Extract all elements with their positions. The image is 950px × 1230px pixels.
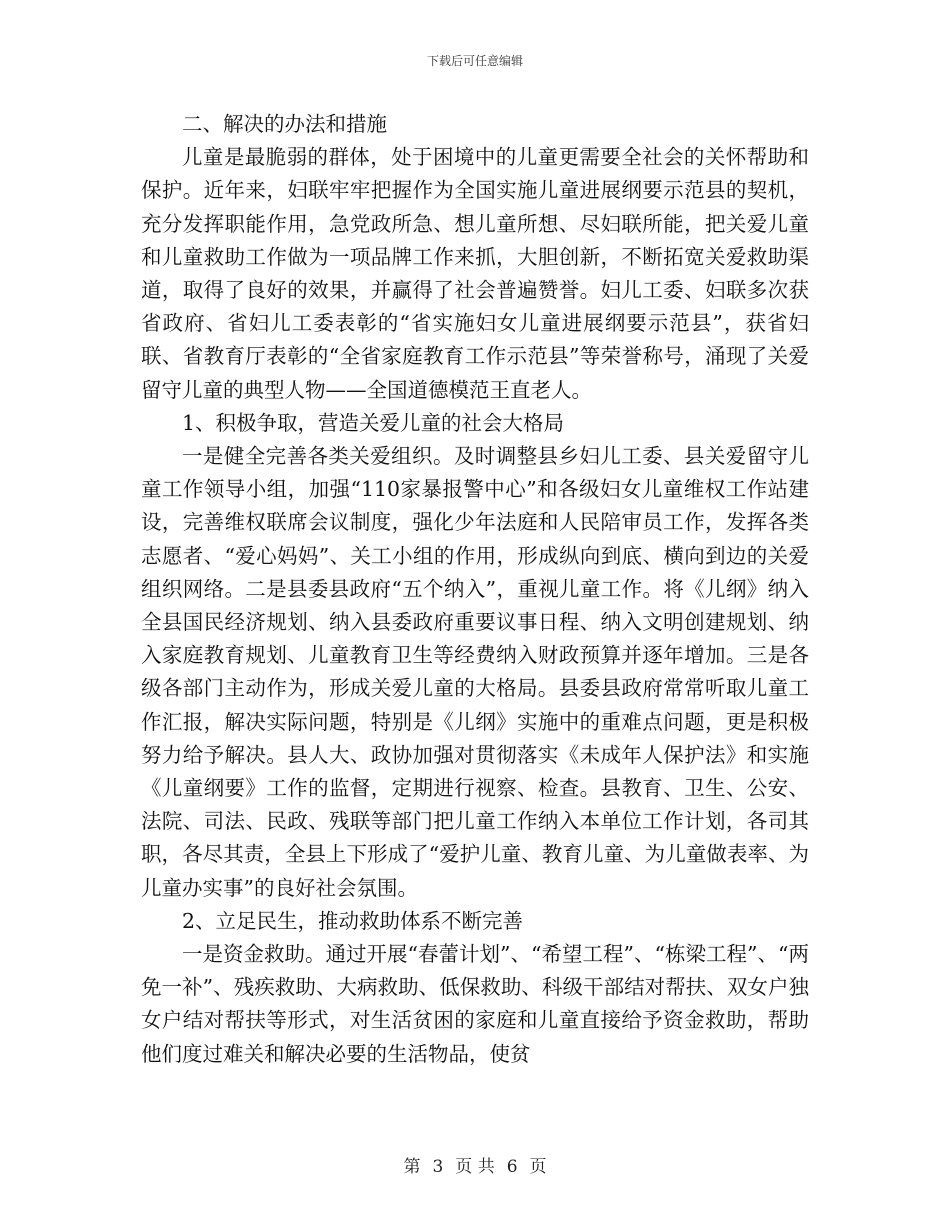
page-footer-middle: 页 共 — [455, 1157, 495, 1177]
page-number-current: 3 — [432, 1157, 444, 1177]
page-footer — [0, 1152, 950, 1177]
document-body — [141, 108, 809, 1071]
body-paragraph: 一是健全完善各类关爱组织。及时调整县乡妇儿工委、县关爱留守儿童工作领导小组，加强“110家暴报警中心”和各级妇女儿童维权工作站建设，完善维权联席会议制度，强化少年法庭和人民陪审员工作，发挥各类志愿者、“爱心妈妈”、关工小组的作用，形成纵向到底、横向到边的关爱组织网络。二是县委县政府“五个纳入”，重视儿童工作。将《儿纲》纳入全县国民经济规划、纳入县委政府重要议事日程、纳入文明创建规划、纳入家庭教育规划、儿童教育卫生等经费纳入财政预算并逐年增加。三是各级各部门主动作为，形成关爱儿童的大格局。县委县政府常常听取儿童工作汇报，解决实际问题，特别是《儿纲》实施中的重难点问题，更是积极努力给予解决。县人大、政协加强对贯彻落实《未成年人保护法》和实施《儿童纲要》工作的监督，定期进行视察、检查。县教育、卫生、公安、法院、司法、民政、残联等部门把儿童工作纳入本单位工作计划，各司其职，各尽其责，全县上下形成了“爱护儿童、教育儿童、为儿童做表率、为儿童办实事”的良好社会氛围。 — [141, 444, 809, 900]
page-number-total: 6 — [506, 1157, 518, 1177]
subsection-heading: 1、积极争取，营造关爱儿童的社会大格局 — [182, 410, 565, 435]
page-footer-prefix: 第 — [403, 1157, 421, 1177]
page-header-note: 下载后可任意编辑 — [426, 54, 523, 68]
section-heading: 二、解决的办法和措施 — [182, 112, 387, 136]
body-paragraph: 一是资金救助。通过开展“春蕾计划”、“希望工程”、“栋梁工程”、“两免一补”、残疾救助、大病救助、低保救助、科级干部结对帮扶、双女户独女户结对帮扶等形式，对生活贫困的家庭和儿童直接给予资金救助，帮助他们度过难关和解决必要的生活物品，使贫 — [141, 942, 809, 1066]
page-footer-suffix: 页 — [529, 1157, 547, 1177]
subsection-heading: 2、立足民生，推动救助体系不断完善 — [182, 908, 524, 933]
body-paragraph: 儿童是最脆弱的群体，处于困境中的儿童更需要全社会的关怀帮助和保护。近年来，妇联牢牢把握作为全国实施儿童进展纲要示范县的契机，充分发挥职能作用，急党政所急、想儿童所想、尽妇联所能，把关爱儿童和儿童救助工作做为一项品牌工作来抓，大胆创新，不断拓宽关爱救助渠道，取得了良好的效果，并赢得了社会普遍赞誉。妇儿工委、妇联多次获省政府、省妇儿工委表彰的“省实施妇女儿童进展纲要示范县”，获省妇联、省教育厅表彰的“全省家庭教育工作示范县”等荣誉称号，涌现了关爱留守儿童的典型人物——全国道德模范王直老人。 — [141, 145, 809, 402]
